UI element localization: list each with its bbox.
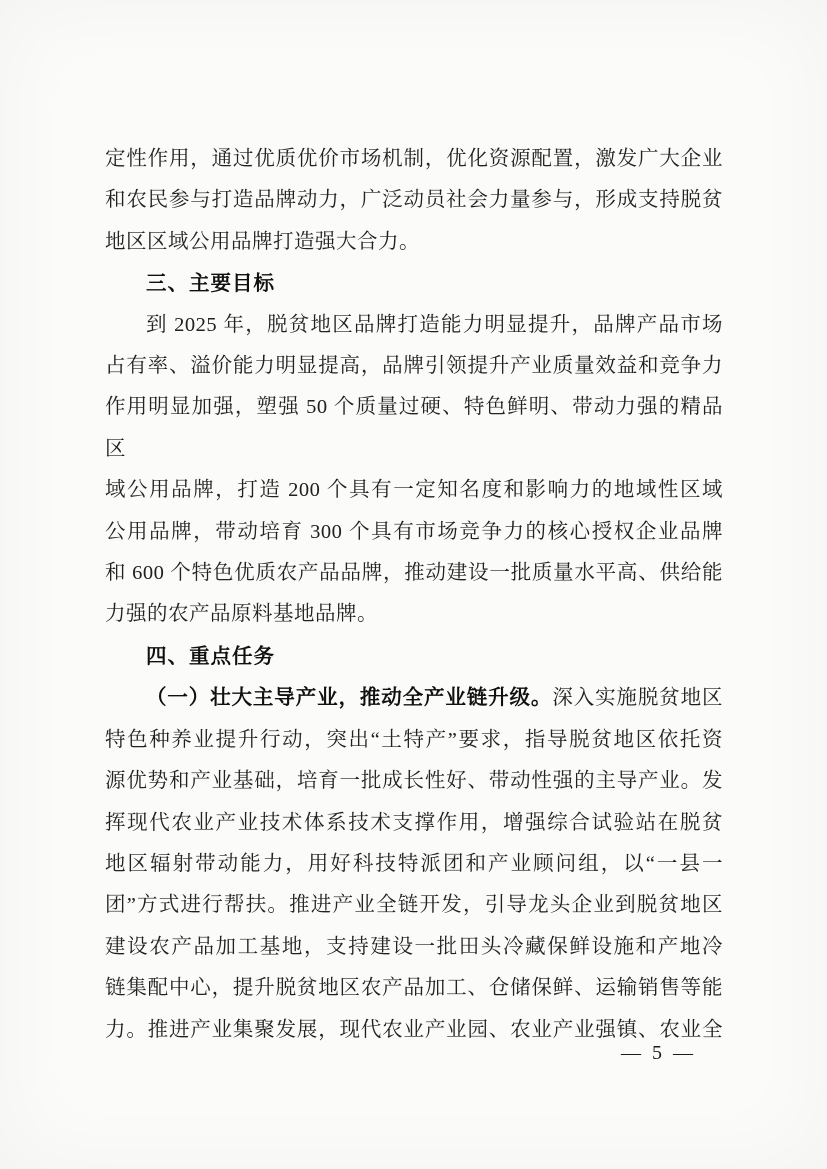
body-line: 建设农产品加工基地，支持建设一批田头冷藏保鲜设施和产地冷 (105, 935, 723, 958)
task-lead-bold-text: （一）壮大主导产业，推动全产业链升级。 (146, 686, 553, 710)
body-line: 域公用品牌，打造 200 个具有一定知名度和影响力的地域性区域 (105, 479, 723, 502)
body-line: 源优势和产业基础，培育一批成长性好、带动性强的主导产业。发 (105, 770, 723, 793)
body-line: 挥现代农业产业技术体系技术支撑作用，增强综合试验站在脱贫 (105, 811, 723, 834)
body-line: 到 2025 年，脱贫地区品牌打造能力明显提升，品牌产品市场 (146, 313, 723, 336)
body-line: 地区区域公用品牌打造强大合力。 (105, 230, 420, 253)
body-line (105, 677, 723, 719)
body-line: 团”方式进行帮扶。推进产业全链开发，引导龙头企业到脱贫地区 (105, 894, 723, 917)
task-lead-rest-text: 深入实施脱贫地区 (552, 687, 724, 710)
body-line: 公用品牌，带动培育 300 个具有市场竞争力的核心授权企业品牌 (105, 520, 723, 543)
section-heading-main-goals: 三、主要目标 (146, 272, 275, 296)
body-line: 特色种养业提升行动，突出“土特产”要求，指导脱贫地区依托资 (105, 728, 723, 751)
body-line: 占有率、溢价能力明显提高，品牌引领提升产业质量效益和竞争力 (105, 355, 723, 378)
body-line: 作用明显加强，塑强 50 个质量过硬、特色鲜明、带动力强的精品区 (105, 396, 723, 460)
section-heading-key-tasks: 四、重点任务 (146, 644, 275, 668)
body-line: 力强的农产品原料基地品牌。 (105, 603, 378, 626)
body-line: 链集配中心，提升脱贫地区农产品加工、仓储保鲜、运输销售等能 (105, 977, 723, 1000)
page-number: — 5 — (621, 1042, 696, 1064)
body-line: 和农民参与打造品牌动力，广泛动员社会力量参与，形成支持脱贫 (105, 189, 723, 212)
body-line: 地区辐射带动能力，用好科技特派团和产业顾问组，以“一县一 (105, 852, 723, 875)
body-line: 和 600 个特色优质农产品品牌，推动建设一批质量水平高、供给能 (105, 562, 723, 585)
body-line: 力。推进产业集聚发展，现代农业产业园、农业产业强镇、农业全 (105, 1018, 723, 1041)
body-line: 定性作用，通过优质优价市场机制，优化资源配置，激发广大企业 (105, 148, 723, 170)
document-text-block (105, 139, 723, 1051)
